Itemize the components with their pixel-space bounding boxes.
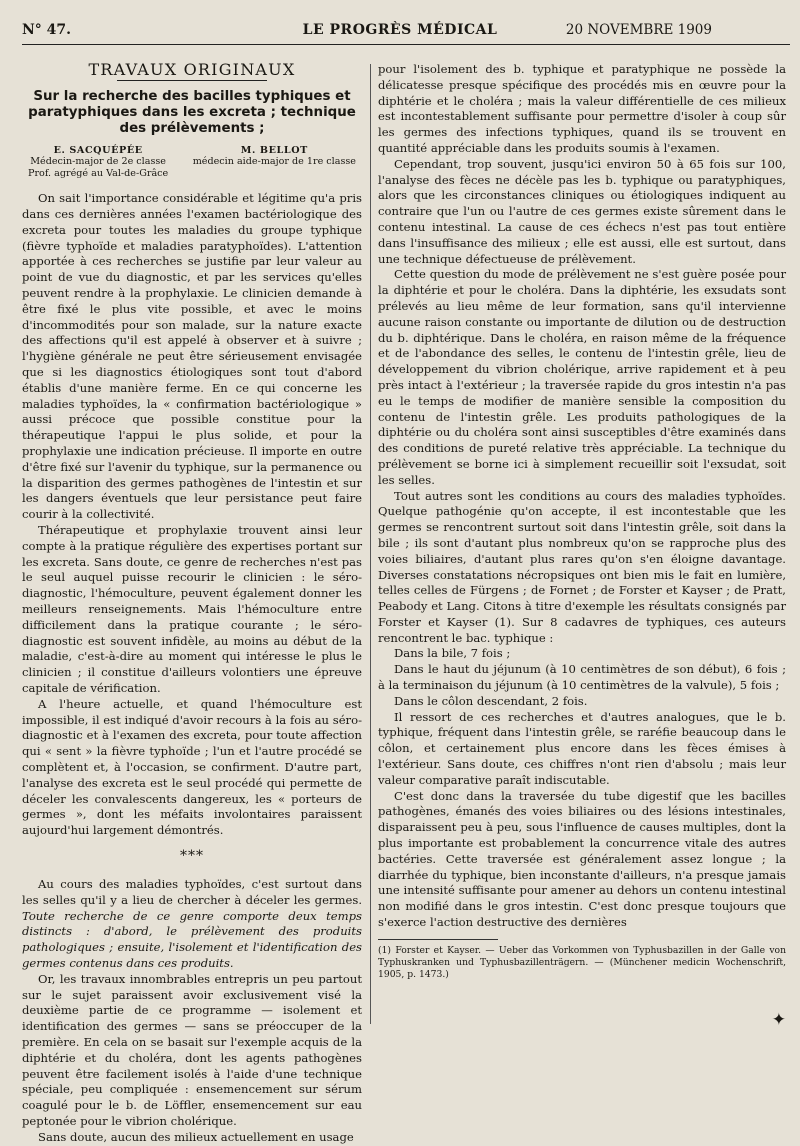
left-column: [22, 62, 362, 1146]
author-role: Médecin-major de 2e classe: [30, 156, 166, 168]
journal-title: LE PROGRÈS MÉDICAL: [302, 22, 498, 38]
paragraph: Cette question du mode de prélèvement ne s'est guère posée pour la diphtérie et pour le choléra. Dans la diphtérie, les exsudats sont prélevés au lieu même de leur formation, sans qu'il intervienne aucune raison constante ou importante de dilution ou de destruction du b. diphtérique. Dans le choléra, en raison même de la fréquence et de l'abondance des selles, le contenu de l'intestin grêle, lieu de développement du vibrion cholérique, arrive rapidement et à peu près intact à l'extérieur ; la traversée rapide du gros intestin n'a pas eu le temps de modifier de manière sensible la composition du contenu de l'intestin grêle. Les produits pathologiques de la diphtérie ou du choléra sont ainsi susceptibles d'être examinés dans des conditions de pureté relative très appréciable. La technique du prélèvement se borne ici à simplement recueillir soit l'exsudat, soit les selles.: [378, 267, 786, 487]
list-item: Dans le côlon descendant, 2 fois.: [394, 693, 588, 708]
article-title: Sur la recherche des bacilles typhiques et paratyphiques dans les excreta ; technique des prélèvements ;: [28, 88, 356, 136]
paragraph: Or, les travaux innombrables entrepris un peu partout sur le sujet paraissent avoir exclusivement visé la deuxième partie de ce programme — isolement et identification des germes — sans se préoccuper de la première. En cela on se basait sur l'exemple acquis de la diphtérie et du choléra, dont les agents pathogènes peuvent être facilement isolés à l'aide d'une technique spéciale, peu compliquée : ensemencement sur sérum coagulé pour le b. de Löffler, ensemencement sur eau peptonée pour le vibrion cholérique.: [22, 971, 362, 1128]
author-role: médecin aide-major de 1re classe: [192, 156, 356, 168]
findings-list: [378, 646, 786, 709]
paragraph: On sait l'importance considérable et légitime qu'a pris dans ces dernières années l'examen bactériologique des excreta pour toutes les maladies du groupe typhique (fièvre typhoïde et maladies paratyphoïdes). L'attention apportée à ces recherches se justifie par leur valeur au point de vue du diagnostic, et par les services qu'elles peuvent rendre à la prophylaxie. Le clinicien demande à être fixé le plus vite possible, et avec le moins d'incommodités pour son malade, sur la nature exacte des affections qu'il est appelé à observer et à suivre ; l'hygiène générale ne peut être sérieusement envisagée que si les diagnostics étiologiques sont tout d'abord établis d'une manière ferme. En ce qui concerne les maladies typhoïdes, la « confirmation bactériologique » aussi précoce que possible constitue pour la thérapeutique l'appui le plus solide, et pour la prophylaxie une indication précieuse. Il importe en outre d'être fixé sur l'avenir du typhique, sur la permanence ou la disparition des germes pathogènes de l'intestin et sur les dangers éventuels que leur persistance peut faire courir à la collectivité.: [22, 191, 362, 522]
ornament-icon: ✦: [771, 1010, 786, 1030]
paragraph: pour l'isolement des b. typhique et paratyphique ne possède la délicatesse presque spécifique des procédés mis en œuvre pour la diphtérie et le choléra ; mais la valeur différentielle de ces milieux est incontestablement suffisante pour permettre d'isoler à coup sûr les germes des infections typhiques, quand ils se trouvent en quantité appréciable dans les produits soumis à l'examen.: [378, 62, 786, 155]
paragraph: Thérapeutique et prophylaxie trouvent ainsi leur compte à la pratique régulière des expertises portant sur les excreta. Sans doute, ce genre de recherches n'est pas le seul auquel puisse recourir le clinicien : le séro-diagnostic, l'hémoculture, peuvent également donner les meilleurs renseignements. Mais l'hémoculture entre difficilement dans la pratique courante ; le séro-diagnostic est souvent infidèle, au moins au début de la maladie, c'est-à-dire au moment qui intéresse le plus le clinicien ; il constitue d'ailleurs volontiers une épreuve capitale de vérification.: [22, 523, 362, 695]
paragraph: C'est donc dans la traversée du tube digestif que les bacilles pathogènes, émanés des voies biliaires ou des lésions intestinales, disparaissent peu à peu, sous l'influence de causes multiples, dont la plus importante est probablement la concurrence vitale des autres bactéries. Cette traversée est généralement assez longue ; la diarrhée du typhique, bien inconstante d'ailleurs, n'a presque jamais une intensité suffisante pour amener au dehors un contenu intestinal non modifié dans le gros intestin. C'est donc presque toujours que s'exerce l'action destructive des dernières: [378, 788, 786, 930]
paragraph: [22, 877, 362, 972]
list-item: Dans le haut du jéjunum (à 10 centimètres de son début), 6 fois ; à la terminaison du jéjunum (à 10 centimètres de la valvule), 5 fois ;: [378, 662, 786, 693]
author-bellot: [193, 145, 356, 180]
section-break-asterism: ***: [180, 847, 204, 864]
paragraph: Il ressort de ces recherches et d'autres analogues, que le b. typhique, fréquent dans l'intestin grêle, se raréfie beaucoup dans le côlon, et certainement plus encore dans les fèces émises à l'extérieur. Sans doute, ces chiffres n'ont rien d'absolu ; mais leur valeur comparative paraît indiscutable.: [378, 709, 786, 787]
issue-number: N° 47.: [22, 22, 72, 38]
author-block: [22, 145, 362, 180]
paragraph: Sans doute, aucun des milieux actuellement en usage: [38, 1129, 354, 1144]
paragraph: A l'heure actuelle, et quand l'hémoculture est impossible, il est indiqué d'avoir recours à la fois au séro-diagnostic et à l'examen des excreta, pour toute affection qui « sent » la fièvre typhoïde ; l'un et l'autre procédé se complètent et, à l'occasion, se confirment. D'autre part, l'analyse des excreta est le seul procédé qui permette de déceler les convalescents dangereux, les « porteurs de germes », dont les méfaits involontaires paraissent aujourd'hui largement démontrés.: [22, 696, 362, 838]
paragraph: Cependant, trop souvent, jusqu'ici environ 50 à 65 fois sur 100, l'analyse des fèces ne décèle pas les b. typhique ou paratyphiques, alors que les circonstances cliniques ou étiologiques indiquent au contraire que l'un ou l'autre de ces germes existe sûrement dans le contenu intestinal. La cause de ces échecs n'est pas tout entière dans l'insuffisance des milieux ; elle est aussi, elle est surtout, dans une technique défectueuse de prélèvement.: [378, 156, 786, 266]
italic-passage: Toute recherche de ce genre comporte deux temps distincts : d'abord, le prélèvement des produits pathologiques ; ensuite, l'isolement et l'identification des germes contenus dans ces produits.: [22, 908, 362, 970]
issue-date: 20 NOVEMBRE 1909: [565, 22, 712, 38]
paragraph: Tout autres sont les conditions au cours des maladies typhoïdes. Quelque pathogénie qu'on accepte, il est incontestable que les germes se rencontrent surtout soit dans l'intestin grêle, soit dans la bile ; ils sont d'autant plus nombreux qu'on se rapproche plus des voies biliaires, d'autant plus rares qu'on s'en éloigne davantage. Diverses constatations nécropsiques ont bien mis le fait en lumière, telles celles de Fürgens ; de Fornet ; de Forster et Kayser ; de Pratt, Peabody et Lang. Citons à titre d'exemple les résultats consignés par Forster et Kayser (1). Sur 8 cadavres de typhiques, ces auteurs rencontrent le bac. typhique :: [378, 488, 786, 645]
footnote: (1) Forster et Kayser. — Ueber das Vorkommen von Typhusbazillen in der Galle von Typhuskranken und Typhusbazillenträgern. — (Münchener medicin Wochenschrift, 1905, p. 1473.): [378, 944, 786, 980]
section-heading: TRAVAUX ORIGINAUX: [88, 60, 296, 79]
header-rule: [22, 44, 790, 45]
author-role-2: Prof. agrégé au Val-de-Grâce: [28, 167, 169, 179]
right-column: [378, 62, 786, 981]
author-name: M. BELLOT: [240, 144, 308, 156]
footnote-separator: [378, 939, 498, 940]
column-divider: [370, 64, 371, 1024]
section-underline: [117, 80, 267, 81]
list-item: Dans la bile, 7 fois ;: [394, 646, 511, 661]
paragraph-intro: Au cours des maladies typhoïdes, c'est surtout dans les selles qu'il y a lieu de chercher à déceler les germes.: [22, 876, 362, 907]
author-sacquepee: [28, 145, 168, 180]
author-name: E. SACQUÉPÉE: [53, 144, 143, 156]
